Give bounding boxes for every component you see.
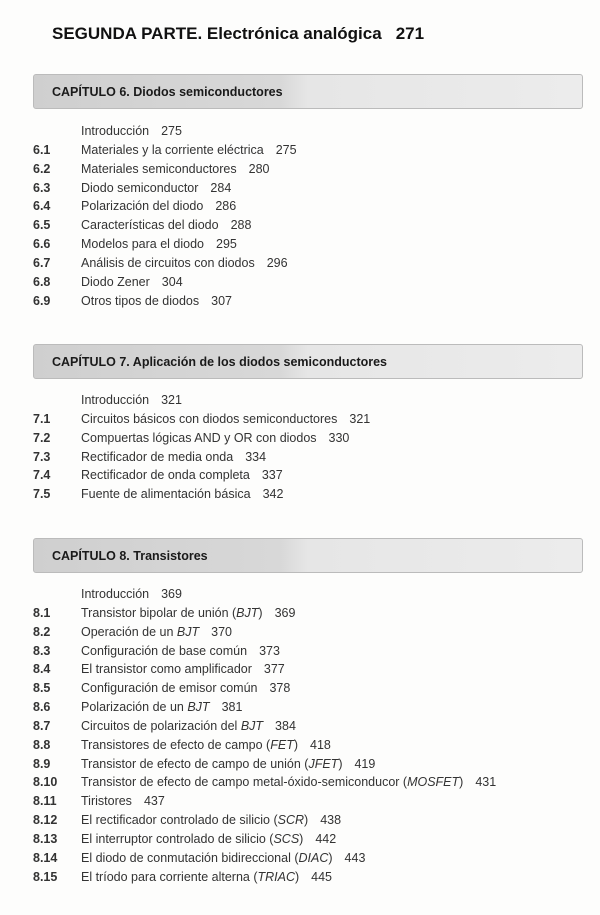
page-number: 280	[248, 161, 270, 176]
toc-entry[interactable]	[33, 679, 593, 698]
title-text: Circuitos básicos con diodos semiconductores	[81, 411, 338, 426]
section-title	[81, 294, 199, 308]
title-suffix: )	[294, 869, 300, 884]
section-title	[81, 124, 149, 138]
part-title: SEGUNDA PARTE. Electrónica analógica	[52, 24, 382, 43]
toc-entry[interactable]	[33, 660, 593, 679]
page-number: 442	[315, 831, 337, 846]
title-text: Polarización del diodo	[81, 199, 204, 214]
title-text: Diodo semiconductor	[81, 180, 199, 195]
chapter-7-banner	[33, 344, 583, 379]
title-text: Análisis de circuitos con diodos	[81, 255, 255, 270]
title-acronym: BJT	[176, 624, 200, 639]
toc-entry[interactable]	[33, 811, 593, 830]
section-number: 8.15	[33, 869, 58, 884]
page-number: 304	[161, 274, 183, 289]
page-number: 330	[328, 430, 350, 445]
title-suffix: )	[258, 605, 263, 620]
toc-entry[interactable]	[33, 122, 593, 141]
toc-entry[interactable]	[33, 160, 593, 179]
toc-entry[interactable]	[33, 717, 593, 736]
section-number: 8.10	[33, 775, 58, 790]
page-number: 275	[161, 124, 182, 138]
section-number: 8.2	[33, 624, 51, 639]
title-text: Introducción	[81, 124, 150, 138]
section-number: 6.7	[33, 255, 51, 270]
toc-entry[interactable]	[33, 429, 593, 448]
title-acronym: BJT	[236, 605, 259, 620]
title-text: Configuración de base común	[81, 643, 248, 658]
title-text: Introducción	[81, 587, 150, 601]
title-text: Fuente de alimentación básica	[81, 487, 251, 502]
toc-entry[interactable]	[33, 197, 593, 216]
title-text: Tiristores	[81, 794, 132, 809]
title-text: Materiales y la corriente eléctrica	[81, 142, 264, 157]
title-text: Circuitos de polarización del	[81, 718, 241, 733]
toc-entry[interactable]	[33, 141, 593, 160]
section-title	[81, 487, 251, 501]
page-number: 418	[310, 737, 331, 752]
section-title	[81, 870, 299, 884]
title-text: Transistor bipolar de unión (	[81, 605, 237, 620]
title-acronym: BJT	[240, 718, 264, 733]
toc-entry[interactable]	[33, 755, 593, 774]
chapter-6-list	[33, 122, 593, 310]
toc-entry[interactable]	[33, 235, 593, 254]
toc-entry[interactable]	[33, 485, 593, 504]
title-suffix: )	[459, 775, 464, 790]
title-text: El tríodo para corriente alterna (	[81, 869, 258, 884]
section-number: 6.1	[33, 142, 51, 157]
page-number: 321	[349, 411, 371, 426]
section-number: 8.8	[33, 737, 51, 752]
section-number: 6.9	[33, 293, 51, 308]
page-number: 419	[354, 756, 376, 771]
toc-entry[interactable]	[33, 216, 593, 235]
toc-entry[interactable]	[33, 736, 593, 755]
toc-entry[interactable]	[33, 792, 593, 811]
page-number: 284	[210, 180, 232, 195]
section-number: 7.3	[33, 449, 51, 464]
section-title	[81, 681, 257, 695]
page-number: 381	[221, 700, 243, 715]
page-number: 369	[161, 587, 182, 601]
title-text: Transistor de efecto de campo metal-óxido-semiconducor (	[81, 775, 408, 790]
title-text: Configuración de emisor común	[81, 681, 258, 696]
title-text: Materiales semiconductores	[81, 161, 237, 176]
section-title	[81, 662, 252, 676]
page-number: 431	[475, 775, 497, 790]
title-text: Polarización de un	[81, 700, 188, 715]
chapter-title: CAPÍTULO 7. Aplicación de los diodos semiconductores	[52, 355, 388, 369]
chapter-8-list	[33, 585, 593, 887]
title-suffix: )	[293, 737, 298, 752]
title-suffix: )	[328, 850, 333, 865]
section-number: 8.13	[33, 831, 58, 846]
title-text: Características del diodo	[81, 218, 219, 233]
title-suffix: )	[299, 831, 304, 846]
toc-entry[interactable]	[33, 623, 593, 642]
section-title	[81, 832, 303, 846]
title-text: El transistor como amplificador	[81, 662, 252, 677]
section-number: 8.3	[33, 643, 51, 658]
toc-entry[interactable]	[33, 391, 593, 410]
title-text: El diodo de conmutación bidireccional (	[81, 850, 299, 865]
section-number: 8.1	[33, 605, 51, 620]
section-title	[81, 813, 308, 827]
section-title	[81, 218, 219, 232]
page-number: 443	[344, 850, 366, 865]
section-title	[81, 143, 264, 157]
section-number: 8.7	[33, 718, 51, 733]
toc-entry[interactable]	[33, 254, 593, 273]
section-number: 6.2	[33, 161, 51, 176]
section-title	[81, 587, 149, 601]
section-title	[81, 625, 199, 639]
section-title	[81, 412, 337, 426]
section-title	[81, 275, 150, 289]
toc-entry[interactable]	[33, 179, 593, 198]
title-text: Introducción	[81, 393, 150, 407]
section-number: 8.4	[33, 662, 51, 677]
page-number: 384	[275, 718, 296, 733]
section-title	[81, 199, 203, 213]
section-number: 6.4	[33, 199, 51, 214]
title-suffix: )	[338, 756, 343, 771]
section-title	[81, 431, 317, 445]
page-number: 373	[259, 643, 280, 658]
section-title	[81, 644, 247, 658]
title-text: Otros tipos de diodos	[81, 293, 200, 308]
section-title	[81, 237, 204, 251]
toc-entry[interactable]	[33, 410, 593, 429]
title-acronym: JFET	[308, 756, 339, 771]
section-number: 7.1	[33, 411, 51, 426]
chapter-6-banner	[33, 74, 583, 109]
chapter-8-banner	[33, 538, 583, 573]
section-number: 7.2	[33, 430, 51, 445]
title-text: El interruptor controlado de silicio (	[81, 831, 274, 846]
title-text: Diodo Zener	[81, 274, 150, 289]
section-number: 7.4	[33, 468, 51, 483]
title-text: Compuertas lógicas AND y OR con diodos	[81, 430, 317, 445]
section-title	[81, 468, 250, 482]
title-text: Modelos para el diodo	[81, 237, 204, 252]
title-text: Rectificador de onda completa	[81, 468, 250, 483]
page-number: 370	[211, 624, 232, 639]
toc-entry[interactable]	[33, 604, 593, 623]
title-suffix: )	[304, 813, 309, 828]
toc-entry[interactable]	[33, 830, 593, 849]
toc-entry[interactable]	[33, 585, 593, 604]
section-number: 8.14	[33, 850, 58, 865]
title-text: Transistor de efecto de campo de unión (	[81, 756, 309, 771]
section-title	[81, 606, 263, 620]
title-acronym: DIAC	[298, 850, 329, 865]
page-number: 342	[262, 487, 284, 502]
page-number: 307	[211, 293, 232, 308]
title-acronym: SCR	[277, 813, 305, 828]
toc-entry[interactable]	[33, 292, 593, 311]
section-title	[81, 851, 333, 865]
section-title	[81, 181, 198, 195]
page-number: 377	[263, 662, 285, 677]
chapter-title: CAPÍTULO 6. Diodos semiconductores	[52, 85, 283, 99]
section-number: 8.6	[33, 700, 51, 715]
page-number: 337	[261, 468, 283, 483]
title-acronym: MOSFET	[407, 775, 460, 790]
section-title	[81, 757, 342, 771]
section-title	[81, 775, 463, 789]
section-number: 6.3	[33, 180, 51, 195]
page-number: 438	[320, 813, 342, 828]
page-number: 437	[143, 794, 165, 809]
toc-entry[interactable]	[33, 849, 593, 868]
page-number: 288	[230, 218, 252, 233]
toc-entry[interactable]	[33, 642, 593, 661]
title-acronym: FET	[270, 737, 294, 752]
page-number: 445	[311, 869, 333, 884]
toc-entry[interactable]	[33, 448, 593, 467]
page-number: 334	[245, 449, 267, 464]
section-title	[81, 256, 255, 270]
title-text: Operación de un	[81, 624, 177, 639]
title-acronym: TRIAC	[257, 869, 295, 884]
page-number: 378	[269, 681, 291, 696]
toc-entry[interactable]	[33, 466, 593, 485]
section-title	[81, 738, 298, 752]
title-text: Transistores de efecto de campo (	[81, 737, 271, 752]
section-number: 8.9	[33, 756, 51, 771]
section-title	[81, 700, 210, 714]
section-number: 6.8	[33, 274, 51, 289]
section-number: 8.12	[33, 813, 58, 828]
section-number: 7.5	[33, 487, 51, 502]
section-title	[81, 162, 237, 176]
toc-entry[interactable]	[33, 698, 593, 717]
section-number: 8.5	[33, 681, 51, 696]
page-number: 275	[275, 142, 297, 157]
page-number: 296	[266, 255, 288, 270]
page-number: 369	[274, 605, 296, 620]
section-number: 6.6	[33, 237, 51, 252]
part-heading	[52, 24, 424, 44]
title-text: Rectificador de media onda	[81, 449, 234, 464]
page-number: 295	[216, 237, 237, 252]
toc-entry[interactable]	[33, 773, 593, 792]
section-title	[81, 450, 233, 464]
toc-entry[interactable]	[33, 868, 593, 887]
chapter-7-list	[33, 391, 593, 504]
title-acronym: SCS	[273, 831, 300, 846]
title-acronym: BJT	[187, 700, 210, 715]
section-number: 6.5	[33, 218, 51, 233]
page-number: 321	[161, 393, 182, 407]
section-number: 8.11	[33, 794, 57, 809]
section-title	[81, 393, 149, 407]
toc-entry[interactable]	[33, 273, 593, 292]
title-text: El rectificador controlado de silicio (	[81, 813, 278, 828]
section-title	[81, 719, 263, 733]
part-page: 271	[395, 24, 425, 43]
page-number: 286	[215, 199, 237, 214]
chapter-title: CAPÍTULO 8. Transistores	[52, 549, 208, 563]
section-title	[81, 794, 132, 808]
